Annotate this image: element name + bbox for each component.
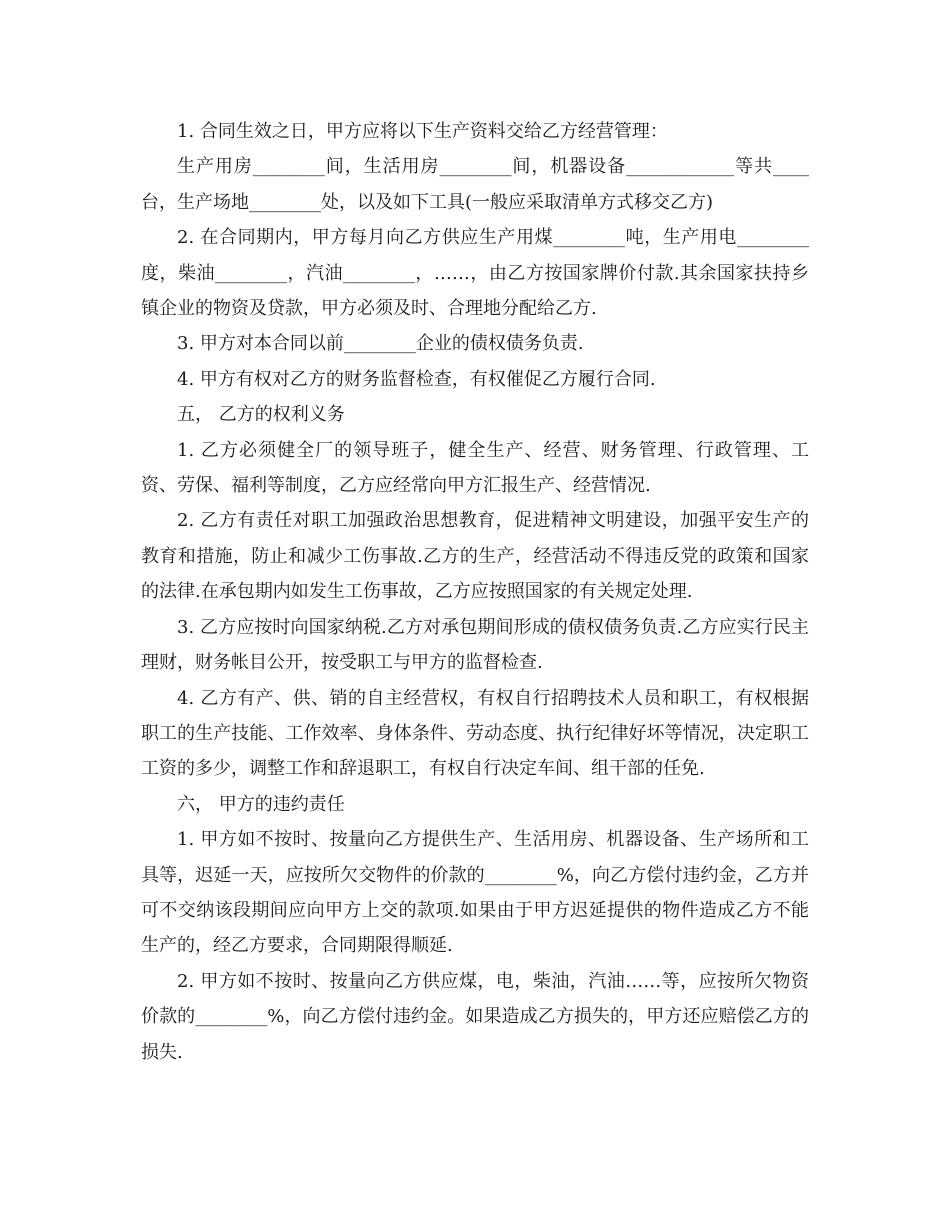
section-heading-yi-rights: 五， 乙方的权利义务 (177, 404, 345, 426)
clause-jia-2: 2. 在合同期内，甲方每月向乙方供应生产用煤________吨，生产用电________度，柴油________，汽油________，……，由乙方按国家牌价付款.其余国家扶持乡镇企业的物资及贷款，甲方必须及时、合理地分配给乙方. (141, 227, 809, 320)
clause-liability-2: 2. 甲方如不按时、按量向乙方供应煤，电，柴油，汽油……等，应按所欠物资价款的________%，向乙方偿付违约金。如果造成乙方损失的，甲方还应赔偿乙方的损失. (141, 970, 809, 1063)
clause-yi-4: 4. 乙方有产、供、销的自主经营权，有权自行招聘技术人员和职工，有权根据职工的生产技能、工作效率、身体条件、劳动态度、执行纪律好坏等情况，决定职工工资的多少，调整工作和辞退职工，有权自行决定车间、组干部的任免. (141, 687, 809, 780)
clause-jia-4: 4. 甲方有权对乙方的财务监督检查，有权催促乙方履行合同. (177, 368, 656, 390)
clause-yi-2: 2. 乙方有责任对职工加强政治思想教育，促进精神文明建设，加强平安生产的教育和措施，防止和减少工伤事故.乙方的生产，经营活动不得违反党的政策和国家的法律.在承包期内如发生工伤事故，乙方应按照国家的有关规定处理. (141, 510, 809, 603)
section-heading-jia-liability: 六， 甲方的违约责任 (177, 793, 345, 815)
clause-yi-1: 1. 乙方必须健全厂的领导班子，健全生产、经营、财务管理、行政管理、工资、劳保、福利等制度，乙方应经常向甲方汇报生产、经营情况. (141, 439, 809, 497)
clause-jia-3: 3. 甲方对本合同以前________企业的债权债务负责. (177, 333, 584, 355)
clause-yi-3: 3. 乙方应按时向国家纳税.乙方对承包期间形成的债权债务负责.乙方应实行民主理财，财务帐目公开，按受职工与甲方的监督检查. (141, 616, 809, 674)
contract-body (141, 114, 809, 1070)
clause-jia-1-details: 生产用房________间，生活用房________间，机器设备____________等共____台，生产场地________处，以及如下工具(一般应采取清单方式移交乙方) (141, 156, 809, 213)
clause-jia-1: 1. 合同生效之日，甲方应将以下生产资料交给乙方经营管理： (177, 121, 668, 142)
clause-liability-1: 1. 甲方如不按时、按量向乙方提供生产、生活用房、机器设备、生产场所和工具等，迟延一天，应按所欠交物件的价款的________%，向乙方偿付违约金，乙方并可不交纳该段期间应向甲方上交的款项.如果由于甲方迟延提供的物件造成乙方不能生产的，经乙方要求，合同期限得顺延. (141, 829, 809, 957)
